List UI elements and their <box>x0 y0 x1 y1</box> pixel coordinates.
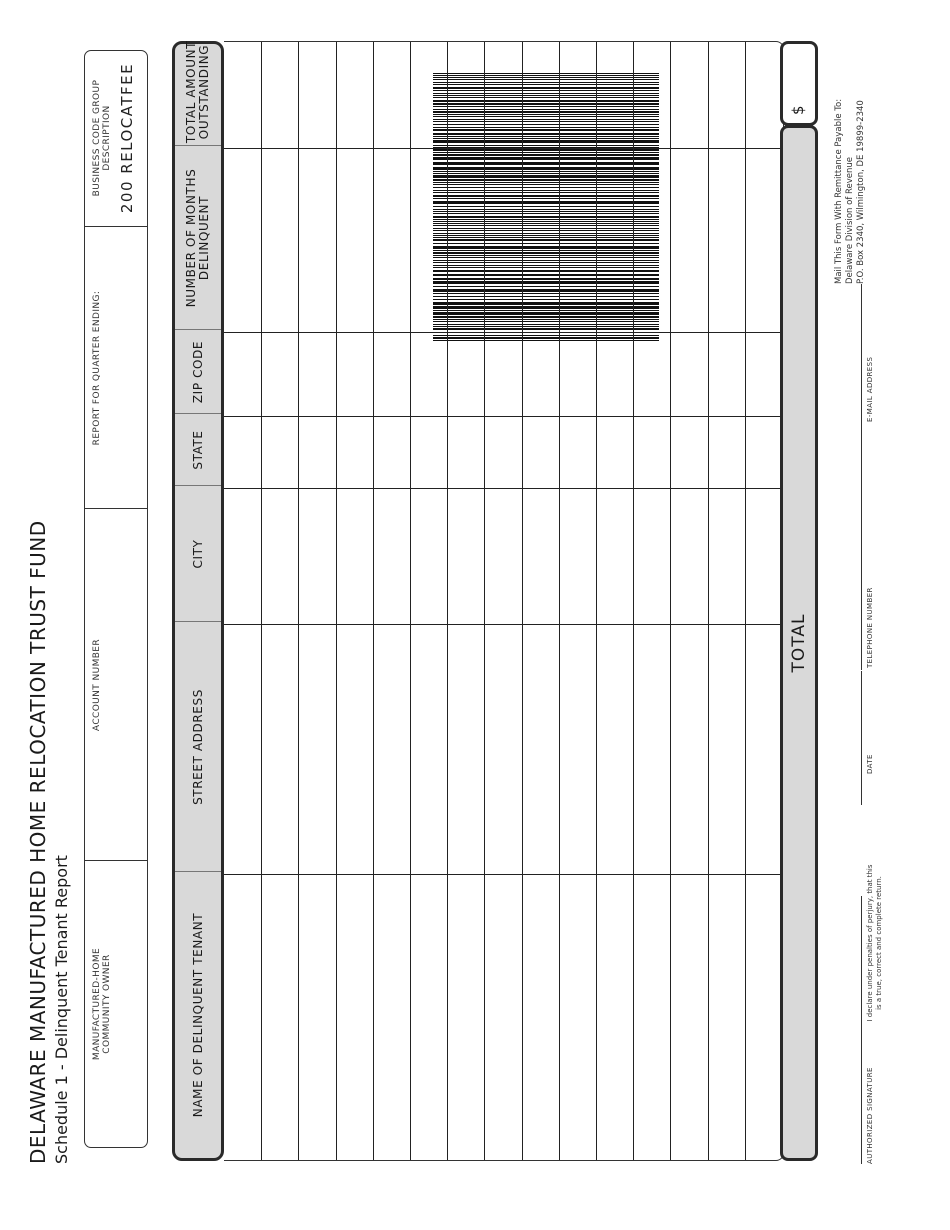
account-number-field[interactable] <box>85 509 147 861</box>
header-tenant-name: NAME OF DELINQUENT TENANT <box>190 912 205 1118</box>
tenant-table-frame <box>224 41 784 1161</box>
telephone-label: TELEPHONE NUMBER <box>866 587 874 668</box>
header-amount-line2: OUTSTANDING <box>197 44 211 140</box>
email-label: E-MAIL ADDRESS <box>866 356 874 422</box>
header-months-line2: DELINQUENT <box>197 195 211 281</box>
perjury-declaration <box>866 828 884 1058</box>
header-street-address: STREET ADDRESS <box>190 689 205 805</box>
quarter-ending-field[interactable] <box>85 227 147 509</box>
mail-line3: P.O. Box 2340, Wilmington, DE 19899-2340 <box>856 100 866 284</box>
header-amount-line1: TOTAL AMOUNT <box>184 40 198 144</box>
form-subtitle: Schedule 1 - Delinquent Tenant Report <box>52 855 71 1164</box>
total-label: TOTAL <box>789 613 809 673</box>
date-line[interactable] <box>861 671 862 805</box>
account-info-box <box>84 50 148 1148</box>
total-amount-field[interactable] <box>780 41 818 126</box>
date-label: DATE <box>866 754 874 774</box>
header-months-line1: NUMBER OF MONTHS <box>184 168 198 308</box>
community-owner-label-line2: COMMUNITY OWNER <box>102 954 112 1054</box>
table-header <box>172 41 224 1161</box>
mail-line2: Delaware Division of Revenue <box>845 156 855 284</box>
header-state: STATE <box>190 430 205 470</box>
account-number-label: ACCOUNT NUMBER <box>92 638 102 732</box>
header-city: CITY <box>190 539 205 569</box>
community-owner-label-line1: MANUFACTURED-HOME <box>92 947 102 1061</box>
mail-line1: Mail This Form With Remittance Payable To: <box>834 98 844 284</box>
dollar-sign: $ <box>789 105 807 115</box>
header-months-delinquent <box>175 146 221 330</box>
form-title: DELAWARE MANUFACTURED HOME RELOCATION TRUST FUND <box>26 520 50 1164</box>
header-zip-code: ZIP CODE <box>190 340 205 404</box>
header-total-amount <box>175 38 221 146</box>
business-code-label: BUSINESS CODE GROUP DESCRIPTION <box>92 79 112 197</box>
email-line[interactable] <box>861 284 862 522</box>
community-owner-field[interactable] <box>85 861 147 1147</box>
declaration-line2: is a true, correct and complete return. <box>875 876 883 1010</box>
total-bar <box>780 125 818 1161</box>
authorized-signature-line[interactable] <box>861 896 862 1164</box>
business-code-field <box>85 49 147 227</box>
business-code-value: 200 RELOCATFEE <box>118 62 136 214</box>
authorized-signature-label: AUTHORIZED SIGNATURE <box>866 1067 874 1164</box>
declaration-line1: I declare under penalties of perjury, that this <box>866 864 874 1022</box>
quarter-ending-label: REPORT FOR QUARTER ENDING: <box>92 290 102 446</box>
telephone-line[interactable] <box>861 522 862 670</box>
mailing-instructions <box>834 99 867 284</box>
